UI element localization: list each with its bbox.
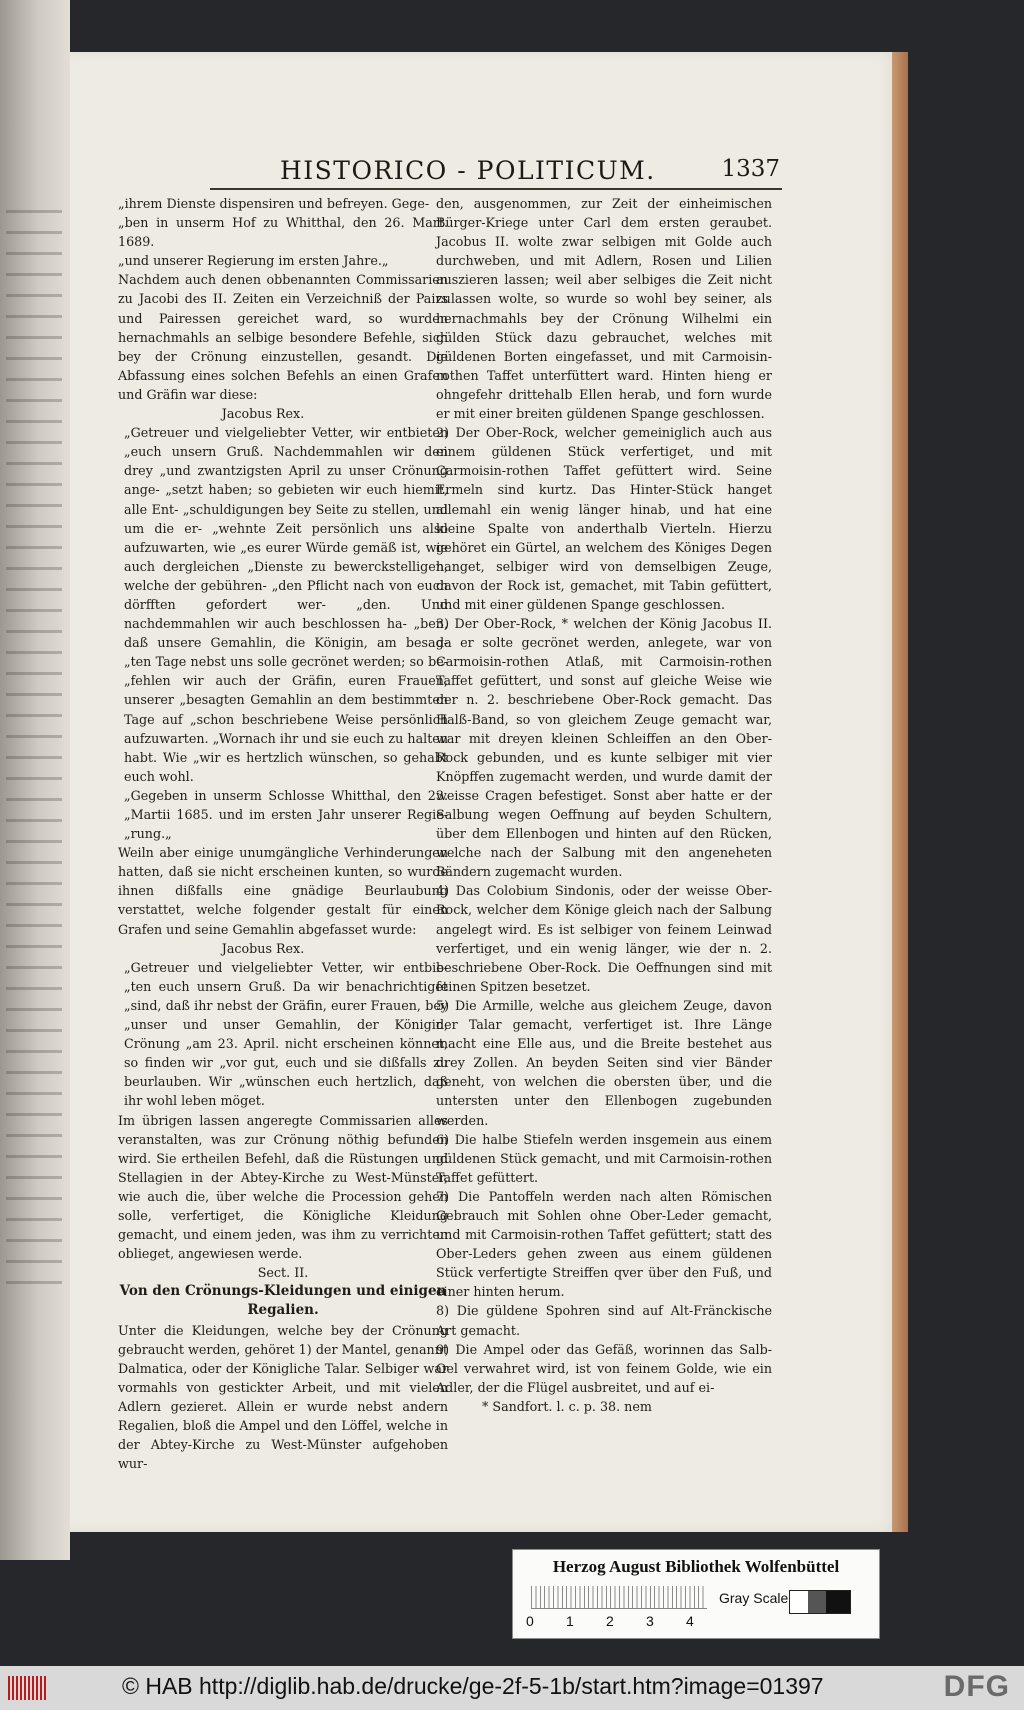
footer-bar xyxy=(0,1666,1024,1710)
text-paragraph: Jacobus Rex. xyxy=(221,406,305,422)
text-paragraph: „Gegeben in unserm Schlosse Whitthal, den 23. „Martii 1685. und im ersten Jahr unserer Regie- „rung.„ xyxy=(124,787,448,842)
text-paragraph: 3) Der Ober-Rock, * welchen der König Jacobus II. da er solte gecrönet werden, anlegete, war von Carmoisin-rothen Atlaß, mit Carmoisin-rothen Taffet gefüttert, und sonst auf gleiche Weise wie der n. 2. beschriebene Ober-Rock gemacht. Das Halß-Band, so von gleichem Zeuge gemacht war, war mit dreyen kleinen Schleiffen an den Ober-Rock gebunden, und es kunte selbiger mit vier Knöpffen zugemacht werden, und wurde damit der weisse Cragen befestiget. Sonst aber hatte er der Salbung wegen Oeffnung auf beyden Schultern, über dem Ellenbogen und hinten auf den Rücken, welche nach der Salbung mit den angeneheten Bändern zugemacht wurden. xyxy=(436,616,772,880)
dfg-logo: DFG xyxy=(943,1670,1010,1703)
text-paragraph: Sect. II. xyxy=(257,1265,309,1281)
text-paragraph: 2) Der Ober-Rock, welcher gemeiniglich auch aus einem güldenen Stück verfertiget, und mit Carmoisin-rothen Taffet gefüttert wird. Seine Ermeln sind kurtz. Das Hinter-Stück hanget allemahl ein wenig länger hinab, und hat eine kleine Spalte von anderthalb Vierteln. Hierzu gehöret ein Gürtel, an welchem des Königes Degen hanget, selbiger wird von demselbigen Zeuge, davon der Rock ist, gemachet, mit Tabin gefüttert, und mit einer güldenen Spange geschlossen. xyxy=(436,425,772,612)
page-number: 1337 xyxy=(721,156,780,182)
ruler-number: 2 xyxy=(606,1613,614,1629)
text-paragraph: 8) Die güldene Spohren sind auf Alt-Fränckische Art gemacht. xyxy=(436,1303,772,1338)
text-paragraph: Im übrigen lassen angeregte Commissarien alles veranstalten, was zur Crönung nöthig befunden wird. Sie ertheilen Befehl, daß die Rüstungen und Stellagien in der Abtey-Kirche zu West-Münster, wie auch die, über welche die Procession gehen solle, verfertiget, die Königliche Kleidung gemacht, und einem jeden, was ihm zu verrichten oblieget, angewiesen werde. xyxy=(118,1112,448,1262)
left-text-column xyxy=(118,194,448,1473)
text-paragraph: „ihrem Dienste dispensiren und befreyen. Gege- xyxy=(118,196,430,211)
text-paragraph: 4) Das Colobium Sindonis, oder der weisse Ober-Rock, welcher dem Könige gleich nach der Salbung angelegt wird. Es ist selbiger von feinem Leinwad verfertiget, und ein wenig länger, wie der n. 2. beschriebene Ober-Rock. Die Oeffnungen sind mit feinen Spitzen besetzet. xyxy=(436,883,772,994)
ruler-number: 3 xyxy=(646,1613,654,1629)
text-paragraph: Unter die Kleidungen, welche bey der Crönung gebraucht werden, gehöret 1) der Mantel, genannt Dalmatica, oder der Königliche Talar. Selbiger war vormahls von gestickter Arbeit, und mit vielen Adlern gezieret. Allein er wurde nebst andern Regalien, bloß die Ampel und den Löffel, welche in der Abtey-Kirche zu West-Münster aufgehoben wur- xyxy=(118,1322,448,1472)
gray-scale-swatch xyxy=(789,1590,851,1614)
ruler-number: 4 xyxy=(686,1613,694,1629)
library-label xyxy=(512,1549,880,1639)
text-paragraph: „Getreuer und vielgeliebter Vetter, wir entbie- „ten euch unsern Gruß. Da wir benachrichtiget „sind, daß ihr nebst der Gräfin, eurer Frauen, bey „unser und unser Gemahlin, der Königin, Crönung „am 23. April. nicht erscheinen könnet, so finden wir „vor gut, euch und sie dißfalls zu beurlauben. Wir „wünschen euch hertzlich, daß ihr wohl leben möget. xyxy=(124,959,448,1109)
page-fore-edge xyxy=(892,52,908,1532)
page-header xyxy=(210,152,780,188)
ruler-number: 1 xyxy=(566,1613,574,1629)
previous-page-edge xyxy=(0,0,70,1560)
text-paragraph: 9) Die Ampel oder das Gefäß, worinnen das Salb-Oel verwahret wird, ist von feinem Golde, wie ein Adler, der die Flügel ausbreitet, und auf ei- xyxy=(436,1341,772,1395)
text-paragraph: den, ausgenommen, zur Zeit der einheimischen Bürger-Kriege unter Carl dem ersten geraubet. Jacobus II. wolte zwar selbigen mit Golde auch durchweben, und mit Adlern, Rosen und Lilien auszieren lassen; weil aber selbiges die Zeit nicht zulassen wolte, so wurde so wohl bey seiner, als hernachmahls bey der Crönung Wilhelmi ein gülden Stück dazu gebrauchet, welches mit güldenen Borten eingefasset, und mit Carmoisin-rothen Taffet unterfüttert ward. Hinten hieng er ohngefehr drittehalb Ellen herab, und forn wurde er mit einer breiten güldenen Spange geschlossen. xyxy=(436,196,772,422)
text-paragraph: 6) Die halbe Stiefeln werden insgemein aus einem güldenen Stück gemacht, und mit Carmoisin-rothen Taffet gefüttert. xyxy=(436,1131,772,1185)
right-text-column xyxy=(436,194,772,1416)
text-paragraph: „und unserer Regierung im ersten Jahre.„ xyxy=(118,253,389,269)
text-paragraph: Nachdem auch denen obbenannten Commissarien zu Jacobi des II. Zeiten ein Verzeichniß der Pairs und Pairessen gereichet ward, so wurden hernachmahls an selbige besondere Befehle, sich bey der Crönung einzustellen, gesandt. Die Abfassung eines solchen Befehls an einen Grafen und Gräfin war diese: xyxy=(118,272,448,402)
library-name: Herzog August Bibliothek Wolfenbüttel xyxy=(552,1557,840,1576)
barcode-icon xyxy=(8,1676,46,1700)
text-paragraph: Jacobus Rex. xyxy=(221,940,305,956)
source-credit-link[interactable]: © HAB http://diglib.hab.de/drucke/ge-2f-5-1b/start.htm?image=01397 xyxy=(122,1673,824,1699)
text-paragraph: 5) Die Armille, welche aus gleichem Zeuge, davon der Talar gemacht, verfertiget ist. Ihre Länge macht eine Elle aus, und die Breite bestehet aus drey Zollen. An beyden Seiten sind vier Bänder geneht, von welchen die obersten über, und die untersten unter den Ellenbogen zugebunden werden. xyxy=(436,997,772,1128)
text-paragraph: „Getreuer und vielgeliebter Vetter, wir entbieten „euch unsern Gruß. Nachdemmahlen wir den drey „und zwantzigsten April zu unser Crönung ange- „setzt haben; so gebieten wir euch hiemit, alle Ent- „schuldigungen bey Seite zu stellen, und um die er- „wehnte Zeit persönlich uns also aufzuwarten, wie „es eurer Würde gemäß ist, wie auch dergleichen „Dienste zu bewerckstelligen, welche der gebühren- „den Pflicht nach von euch dörfften gefordert wer- „den. Und nachdemmahlen wir auch beschlossen ha- „ben, daß unsere Gemahlin, die Königin, am besag- „ten Tage nebst uns solle gecrönet werden; so be- „fehlen wir auch der Gräfin, euren Frauen, unserer „besagten Gemahlin an dem bestimmten Tage auf „schon beschriebene Weise persönlich aufzuwarten. „Wornach ihr und sie euch zu halten habt. Wie „wir es hertzlich wünschen, so gehabt euch wohl. xyxy=(124,425,448,784)
text-paragraph: Von den Crönungs-Kleidungen und einigen Regalien. xyxy=(119,1283,447,1319)
text-paragraph: 7) Die Pantoffeln werden nach alten Römischen Gebrauch mit Sohlen ohne Ober-Leder gemacht, und mit Carmoisin-rothen Taffet gefüttert; statt des Ober-Leders gehen zween aus einem güldenen Stück verfertigte Streiffen qver über den Fuß, und einer hinten herum. xyxy=(436,1188,772,1300)
text-paragraph: Weiln aber einige unumgängliche Verhinderungen hatten, daß sie nicht erscheinen kunten, so wurde ihnen dißfalls eine gnädige Beurlaubung verstattet, welche folgender gestalt für einen Grafen und seine Gemahlin abgefasset wurde: xyxy=(118,845,448,937)
running-head: HISTORICO - POLITICUM. xyxy=(280,156,656,185)
ruler-number: 0 xyxy=(526,1613,534,1629)
gray-scale-label: Gray Scale xyxy=(719,1590,789,1606)
scale-ruler xyxy=(531,1586,707,1609)
text-paragraph: * Sandfort. l. c. p. 38. nem xyxy=(482,1398,652,1414)
text-paragraph: „ben in unserm Hof zu Whitthal, den 26. Mart. 1689. xyxy=(118,215,448,250)
show-through-text xyxy=(6,210,62,1290)
header-rule xyxy=(210,188,782,190)
